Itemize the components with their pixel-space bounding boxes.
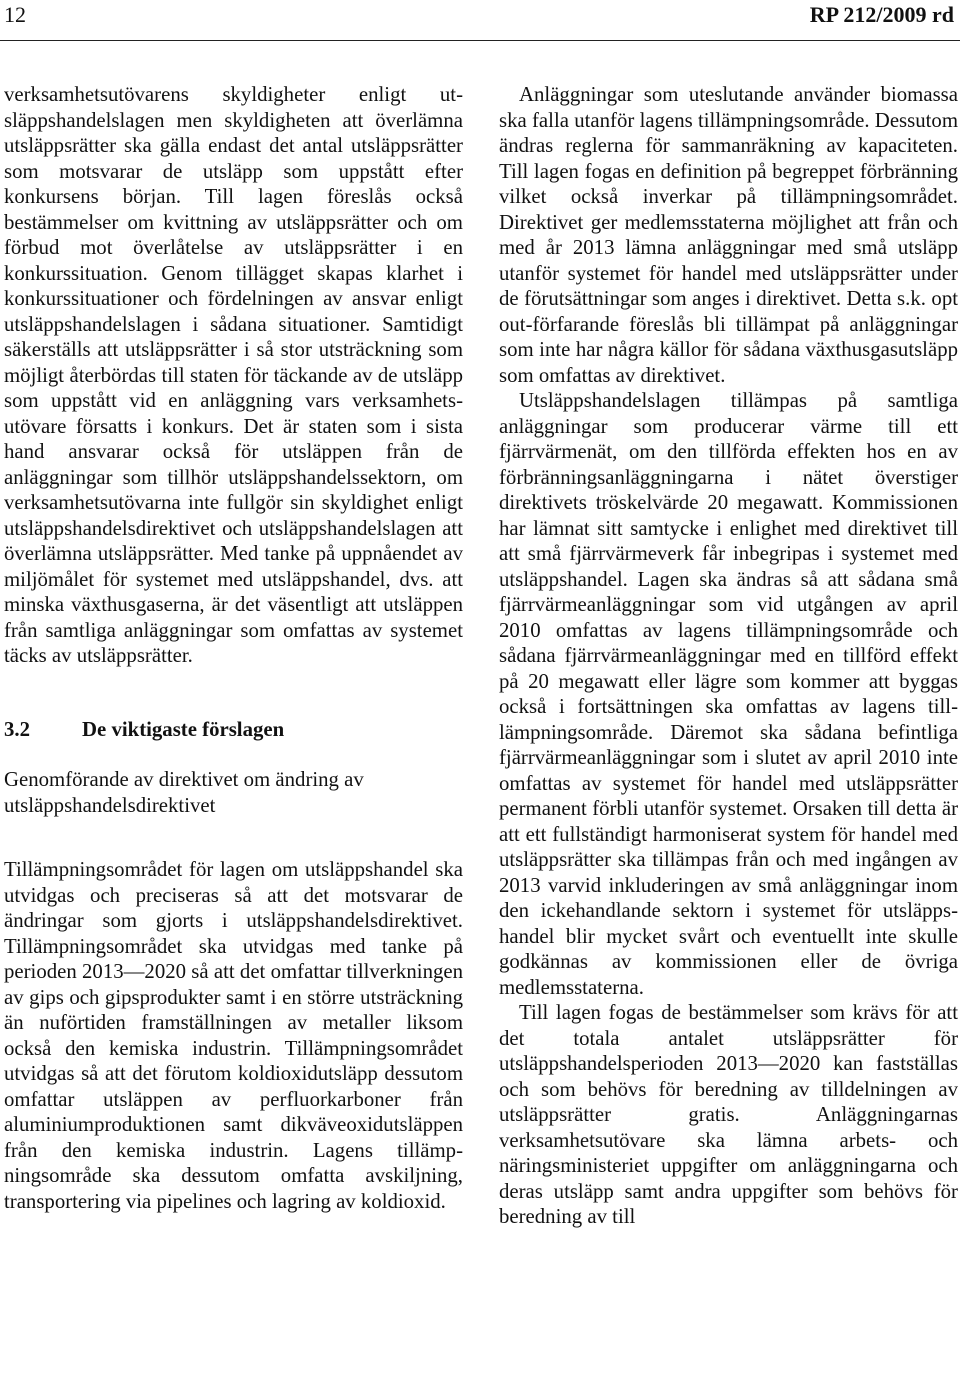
section-title: De viktigaste förslagen: [82, 717, 285, 741]
right-paragraph-3: Till lagen fogas de bestämmelser som krävs för att det totala antalet utsläppsrätter för utsläppshandelsperioden 2013—2020 kan fastställas och som behövs för beredning av tilldelningen av utsläppsrätter gratis. Anläggningarnas verksamhetsutövare ska lämna arbets- och näringsministeriet uppgifter om anläggningarna och deras utsläpp samt andra uppgifter som behövs för beredning av till: [499, 1001, 958, 1228]
right-paragraph-1: Anläggningar som uteslutande använder biomassa ska falla utanför lagens tillämpningsområde. Dessutom ändras reglerna för sammanräkning av kapaciteten. Till lagen fogas en definition på begreppet förbränning vilket också inverkar på tillämpningsområdet. Direktivet ger medlemsstaterna möjlighet att från och med år 2013 lämna anläggningar med små utsläpp utanför systemet för handel med utsläppsrätter under de förutsättningar som anges i direktivet. Detta s.k. opt out-förfarande föreslås bli tillämpat på anläggningar som inte har några källor för sådana växthusgasutsläpp som omfattas av direktivet.: [499, 83, 958, 387]
header-rule: [0, 40, 960, 41]
left-column: [4, 82, 463, 1214]
right-paragraph-2: Utsläppshandelslagen tillämpas på samtliga anläggningar som producerar värme till ett fjärrvärmenät, om den tillförda effekten hos en av förbränningsanläggningarna i nätet överstiger direktivets tröskelvärde 20 megawatt. Kommissionen har lämnat sitt samtycke i enlighet med direktivet till att små fjärrvärmeverk får inbegripas i systemet med utsläppshandel. Lagen ska ändras så att sådana små fjärrvärmeanläggningar som vid utgången av april 2010 omfattas av lagens tillämpningsområde och sådana fjärrvärmeanläggningar med en tillförd effekt på 20 megawatt eller lägre som kommer att byggas också i fortsättningen ska omfattas av lagens tilllämpningsområde. Däremot ska sådana befintliga fjärrvärmeanläggningar som i slutet av april 2010 inte omfattas av systemet för handel med utsläppsrätter permanent förbli utanför systemet. Orsaken till detta är att ett fullständigt harmoniserat system för handel med utsläppsrätter ska tillämpas från och med ingången av 2013 varvid inkluderingen av små anläggningar inom den ickehandlande sektorn i systemet för utsläppshandel blir mycket svårt och eventuellt inte skulle godkännas av kommissionen eller de övriga medlemsstaterna.: [499, 389, 958, 999]
left-paragraph-1: verksamhetsutövarens skyldigheter enligt utsläppshandelslagen men skyldigheten att överlämna utsläppsrätter ska gälla endast det antal utsläppsrätter som motsvarar de utsläpp som uppstått efter konkursens början. Till lagen föreslås också bestämmelser om kvittning av utsläppsrätter och om förbud mot överlåtelse av utsläppsrätter i en konkurssituation. Genom tillägget skapas klarhet i konkurssituationer och fördelningen av ansvar enligt utsläppshandelslagen i sådana situationer. Samtidigt säkerställs att utsläppsrätter i så stor utsträckning som möjligt återbördas till staten för täckande av de utsläpp som uppstått vid en anläggning vars verksamhetsutövare försatts i konkurs. Det är staten som i sista hand ansvarar också för utsläppen från de anläggningar som tillhör utsläppshandelssektorn, om verksamhetsutövarna inte fullgör sin skyldighet enligt utsläppshandelsdirektivet och utsläppshandelslagen att överlämna utsläppsrätter. Med tanke på uppnåendet av miljömålet för systemet med utsläppshandel, dvs. att minska växthusgaserna, är det väsentligt att utsläppen från samtliga anläggningar som omfattas av systemet täcks av utsläppsrätter.: [4, 83, 463, 667]
page-number: 12: [4, 2, 26, 27]
section-number: 3.2: [4, 717, 30, 741]
subheading: Genomförande av direktivet om ändring av utsläppshandelsdirektivet: [4, 768, 364, 817]
left-paragraph-2: Tillämpningsområdet för lagen om utsläppshandel ska utvidgas och preciseras så att det motsvarar de ändringar som gjorts i utsläppshandelsdirektivet. Tillämpningsområdet ska utvidgas med tanke på perioden 2013—2020 så att det omfattar tillverkningen av gips och gipsprodukter samt i en större utsträckning än nuförtiden framställningen av metaller liksom också den kemiska industrin. Tillämpningsområdet utvidgas så att det förutom koldioxidutsläpp dessutom omfattar utsläppen av perfluorkarboner från aluminiumproduktionen samt dikväveoxidutsläppen från den kemiska industrin. Lagens tillämpningsområde ska dessutom omfatta avskiljning, transportering via pipelines och lagring av koldioxid.: [4, 858, 463, 1213]
section-heading: [4, 717, 463, 743]
right-column: [499, 82, 958, 1230]
document-id: RP 212/2009 rd: [809, 2, 954, 27]
